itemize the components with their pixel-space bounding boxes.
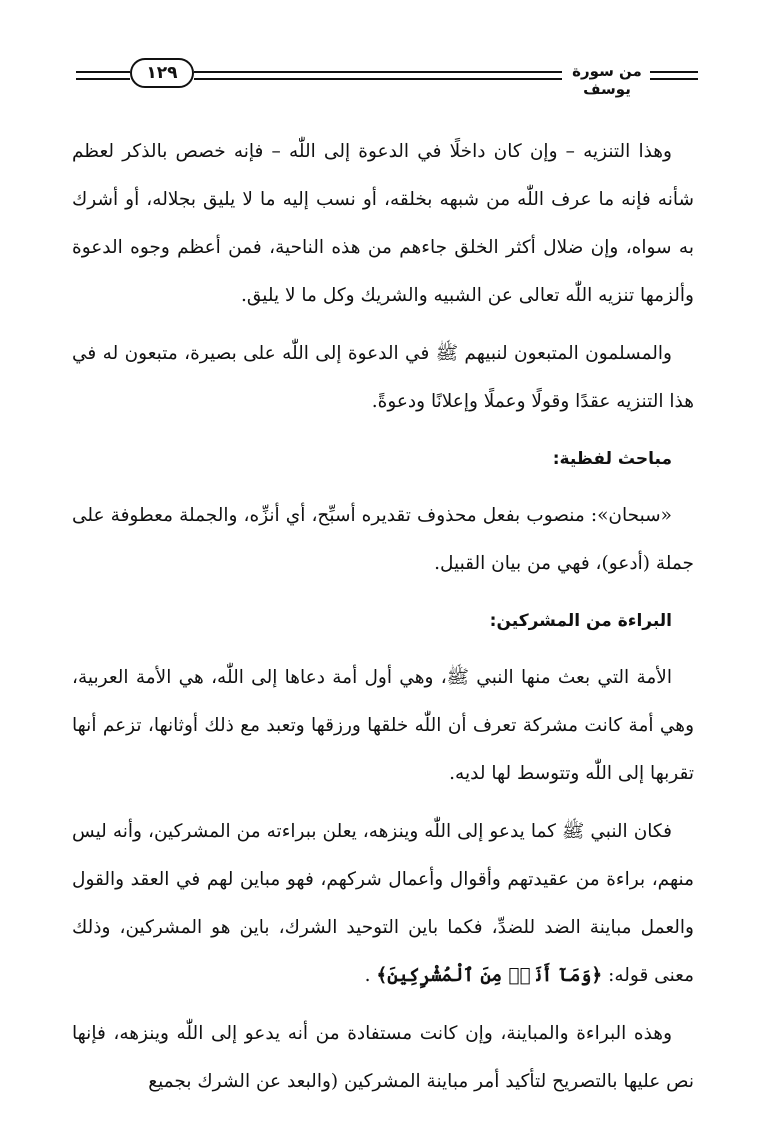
quran-quote: ﴿وَمَآ أَنَا۠ مِنَ ٱلْمُشْرِكِينَ﴾ xyxy=(376,965,603,986)
section-heading-lexical: مباحث لفظية: xyxy=(552,449,672,469)
page-body xyxy=(72,128,694,1116)
header-rule-center xyxy=(194,71,562,80)
paragraph-prophet-baraa xyxy=(72,808,694,1000)
page-header xyxy=(70,58,698,98)
section-heading-baraa: البراءة من المشركين: xyxy=(489,611,672,631)
header-rule-left xyxy=(76,71,130,80)
paragraph-muslims-follow: والمسلمون المتبعون لنبيهم ﷺ في الدعوة إلى اللّٰه على بصيرة، متبعون له في هذا التنزيه عقدًا وقولًا وعملًا وإعلانًا ودعوةً. xyxy=(72,343,694,412)
page-number: ١٢٩ xyxy=(130,58,194,88)
paragraph-subhan: «سبحان»: منصوب بفعل محذوف تقديره أسبِّح، أي أنزِّه، والجملة معطوفة على جملة (أدعو)، فهي من بيان القبيل. xyxy=(72,505,694,574)
header-rule-right xyxy=(650,71,698,80)
paragraph-prophet-baraa-text: فكان النبي ﷺ كما يدعو إلى اللّٰه وينزهه، يعلن ببراءته من المشركين، وأنه ليس منهم، براءة من عقيدتهم وأقوال وأعمال شركهم، فهو مباين لهم في العقد والقول والعمل مباينة الضد للضدِّ، فكما باين التوحيد الشرك، باين هو المشركين، وذلك معنى قوله: xyxy=(72,821,694,986)
paragraph-arab-nation: الأمة التي بعث منها النبي ﷺ، وهي أول أمة دعاها إلى اللّٰه، هي الأمة العربية، وهي أمة كانت مشركة تعرف أن اللّٰه خلقها ورزقها وتعبد مع ذلك أوثانها، تزعم أنها تقربها إلى اللّٰه وتتوسط لها لديه. xyxy=(72,667,694,784)
running-head: من سورة يوسف xyxy=(572,62,642,98)
paragraph-tanzih: وهذا التنزيه – وإن كان داخلًا في الدعوة إلى اللّٰه – فإنه خصص بالذكر لعظم شأنه فإنه ما عرف اللّٰه من شبهه بخلقه، أو نسب إليه ما لا يليق بجلاله، أو أشرك به سواه، وإن ضلال أكثر الخلق جاءهم من هذه الناحية، فمن أعظم وجوه الدعوة وألزمها تنزيه اللّٰه تعالى عن الشبيه والشريك وكل ما لا يليق. xyxy=(72,141,694,306)
paragraph-baraa-mubayana: وهذه البراءة والمباينة، وإن كانت مستفادة من أنه يدعو إلى اللّٰه وينزهه، فإنها نص عليها بالتصريح لتأكيد أمر مباينة المشركين (والبعد عن الشرك بجميع xyxy=(72,1023,694,1092)
paragraph-prophet-baraa-end: . xyxy=(364,965,371,986)
